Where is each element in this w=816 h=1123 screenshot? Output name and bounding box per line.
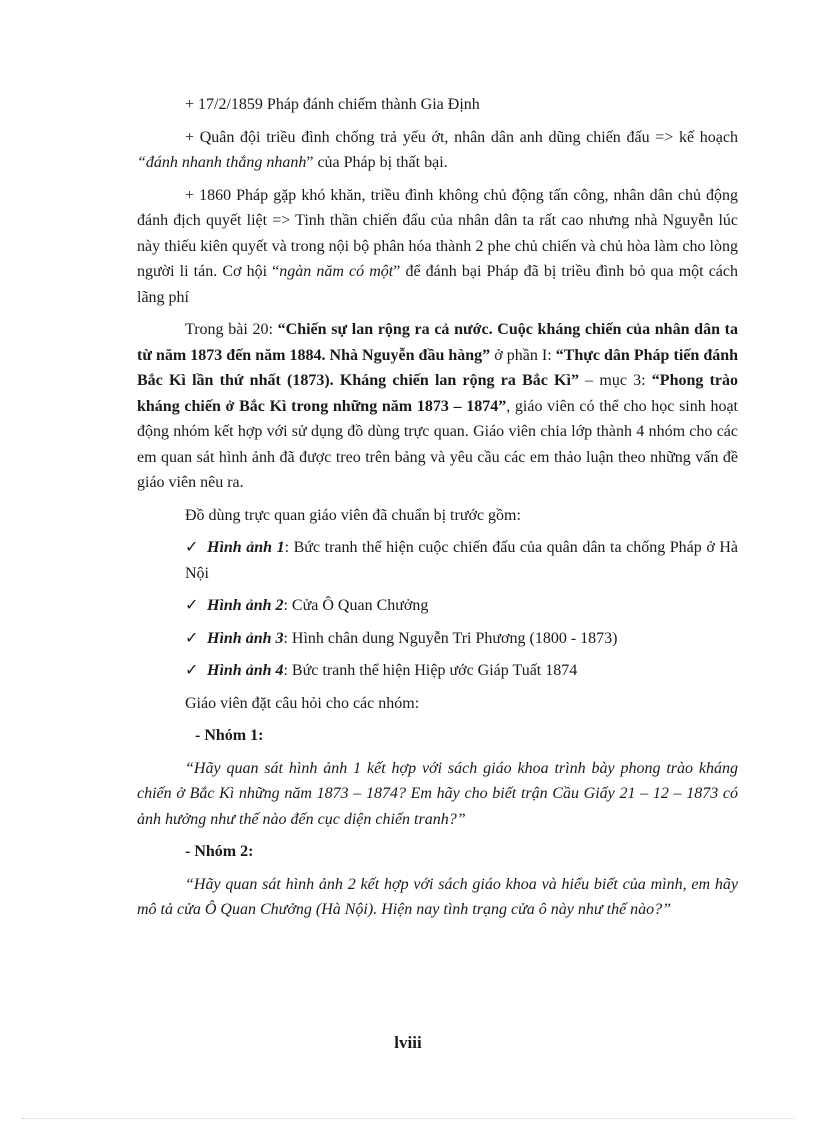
paragraph-4-text-4: , giáo viên có thể cho học sinh hoạt động nhóm kết hợp với sử dụng đồ dùng trực quan. Giáo viên chia lớp thành 4 nhóm cho các em quan sát hình ảnh đã được treo trên bảng và yêu cầu các em thảo luận theo những vấn đề giáo viên nêu ra.	[137, 397, 738, 491]
check-icon: ✓	[185, 597, 199, 614]
section-title: “Thực dân Pháp tiến đánh Bắc Kì lần thứ nhất (1873). Kháng chiến lan rộng ra Bắc Kì”	[137, 346, 739, 389]
list-item-text: : Bức tranh thể hiện Hiệp ước Giáp Tuất 1874	[283, 662, 578, 679]
paragraph-3-text: + 1860 Pháp gặp khó khăn, triều đình không chủ động tấn công, nhân dân chủ động đánh địch quyết liệt => Tinh thần chiến đấu của nhân dân ta rất cao nhưng nhà Nguyễn lúc này thiếu kiên quyết và trong nội bộ phân hóa thành 2 phe chủ chiến và chủ hòa làm cho lòng người li tán. Cơ hội “	[137, 186, 738, 280]
paragraph-4-text-2: ở phần I:	[490, 346, 556, 364]
list-item-text: : Hình chân dung Nguyễn Tri Phương (1800 - 1873)	[283, 629, 618, 647]
paragraph-2-italic: “đánh nhanh thắng nhanh	[137, 154, 307, 171]
page-number: lviii	[394, 1033, 422, 1052]
paragraph-4	[137, 317, 738, 496]
paragraph-2-text: + Quân đội triều đình chống trả yếu ớt, nhân dân anh dũng chiến đấu => kế hoạch	[185, 128, 738, 146]
group-question: “Hãy quan sát hình ảnh 2 kết hợp với sách giáo khoa và hiểu biết của mình, em hãy mô tả cửa Ô Quan Chưởng (Hà Nội). Hiện nay tình trạng cửa ô này như thế nào?”	[137, 875, 738, 918]
lesson-title: “Chiến sự lan rộng ra cả nước. Cuộc kháng chiến của nhân dân ta từ năm 1873 đến năm 1884. Nhà Nguyễn đầu hàng”	[137, 321, 739, 364]
group-heading: - Nhóm 2:	[185, 843, 254, 860]
list-item-text: : Cửa Ô Quan Chưởng	[283, 597, 429, 614]
list-item-label: Hình ảnh 4	[207, 662, 284, 679]
list-item	[137, 658, 738, 684]
paragraph-5: Đồ dùng trực quan giáo viên đã chuẩn bị trước gồm:	[185, 506, 521, 524]
paragraph-4-text: Trong bài 20:	[185, 321, 278, 338]
list-item-label: Hình ảnh 3	[207, 629, 284, 647]
list-item	[137, 626, 738, 652]
check-icon: ✓	[185, 662, 199, 679]
list-item-label: Hình ảnh 2	[207, 597, 284, 614]
paragraph-2-text-end: ” của Pháp bị thất bại.	[306, 154, 448, 171]
question-intro: Giáo viên đặt câu hỏi cho các nhóm:	[185, 694, 420, 712]
paragraph-4-text-3: – mục 3:	[578, 372, 652, 389]
subsection-title: “Phong trào kháng chiến ở Bắc Kì trong những năm 1873 – 1874”	[137, 372, 739, 415]
group-question: “Hãy quan sát hình ảnh 1 kết hợp với sách giáo khoa trình bày phong trào kháng chiến ở Bắc Kì những năm 1873 – 1874? Em hãy cho biết trận Cầu Giấy 21 – 12 – 1873 có ảnh hưởng như thế nào đến cục diện chiến tranh?”	[137, 759, 738, 828]
list-item	[137, 535, 738, 586]
check-icon: ✓	[185, 539, 199, 556]
paragraph-3-text-end: ” để đánh bại Pháp đã bị triều đình bỏ qua một cách lãng phí	[137, 263, 738, 306]
paragraph-3-italic: ngàn năm có một	[279, 263, 394, 280]
group-heading: - Nhóm 1:	[195, 727, 264, 744]
paragraph-2	[137, 125, 738, 176]
footer-divider	[22, 1118, 794, 1119]
list-item-text: : Bức tranh thể hiện cuộc chiến đấu của quân dân ta chống Pháp ở Hà Nội	[185, 539, 739, 582]
paragraph-1: + 17/2/1859 Pháp đánh chiếm thành Gia Định	[185, 96, 480, 113]
paragraph-3	[137, 183, 738, 311]
check-icon: ✓	[185, 629, 199, 647]
list-item	[137, 593, 738, 619]
list-item-label: Hình ảnh 1	[207, 539, 285, 556]
page-content	[137, 92, 738, 923]
